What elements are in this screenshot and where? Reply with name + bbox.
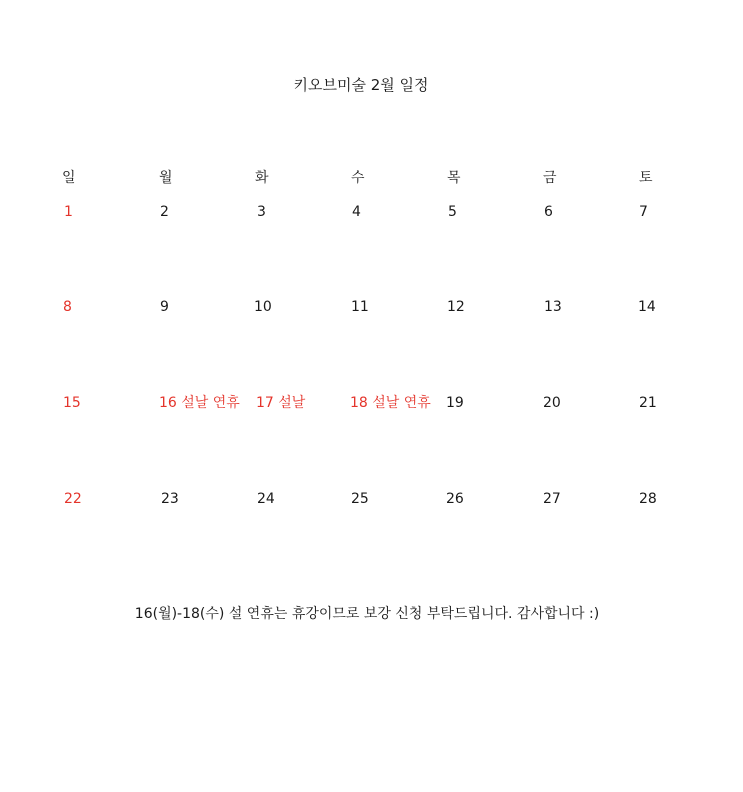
- day-cell: 6: [544, 204, 553, 220]
- day-cell: 13: [544, 299, 562, 315]
- day-cell: 9: [160, 299, 169, 315]
- day-cell: 16 설날 연휴: [159, 395, 240, 411]
- day-cell: 10: [254, 299, 272, 315]
- day-cell: 21: [639, 395, 657, 411]
- schedule-title: 키오브미술 2월 일정: [293, 76, 429, 94]
- holiday-notice: 16(월)-18(수) 설 연휴는 휴강이므로 보강 신청 부탁드립니다. 감사합니다 :): [134, 606, 600, 622]
- day-cell: 28: [639, 491, 657, 507]
- calendar-week-1: [0, 202, 743, 226]
- weekday-mon: 월: [159, 170, 173, 186]
- weekday-fri: 금: [543, 170, 557, 186]
- weekday-sun: 일: [62, 170, 76, 186]
- calendar-week-4: [0, 489, 743, 513]
- day-cell: 12: [447, 299, 465, 315]
- weekday-tue: 화: [255, 170, 269, 186]
- day-cell: 18 설날 연휴: [350, 395, 431, 411]
- day-cell: 26: [446, 491, 464, 507]
- day-cell: 14: [638, 299, 656, 315]
- weekday-sat: 토: [639, 170, 653, 186]
- weekday-header: [0, 168, 743, 190]
- day-cell: 5: [448, 204, 457, 220]
- day-cell: 2: [160, 204, 169, 220]
- day-cell: 3: [257, 204, 266, 220]
- day-cell: 15: [63, 395, 81, 411]
- day-cell: 27: [543, 491, 561, 507]
- day-cell: 23: [161, 491, 179, 507]
- day-cell: 25: [351, 491, 369, 507]
- weekday-wed: 수: [351, 170, 365, 186]
- day-cell: 4: [352, 204, 361, 220]
- day-cell: 20: [543, 395, 561, 411]
- day-cell: 8: [63, 299, 72, 315]
- day-cell: 24: [257, 491, 275, 507]
- day-cell: 17 설날: [256, 395, 306, 411]
- day-cell: 22: [64, 491, 82, 507]
- calendar-week-2: [0, 297, 743, 321]
- day-cell: 7: [639, 204, 648, 220]
- day-cell: 1: [64, 204, 73, 220]
- day-cell: 19: [446, 395, 464, 411]
- weekday-thu: 목: [447, 170, 461, 186]
- calendar-week-3: [0, 393, 743, 417]
- day-cell: 11: [351, 299, 369, 315]
